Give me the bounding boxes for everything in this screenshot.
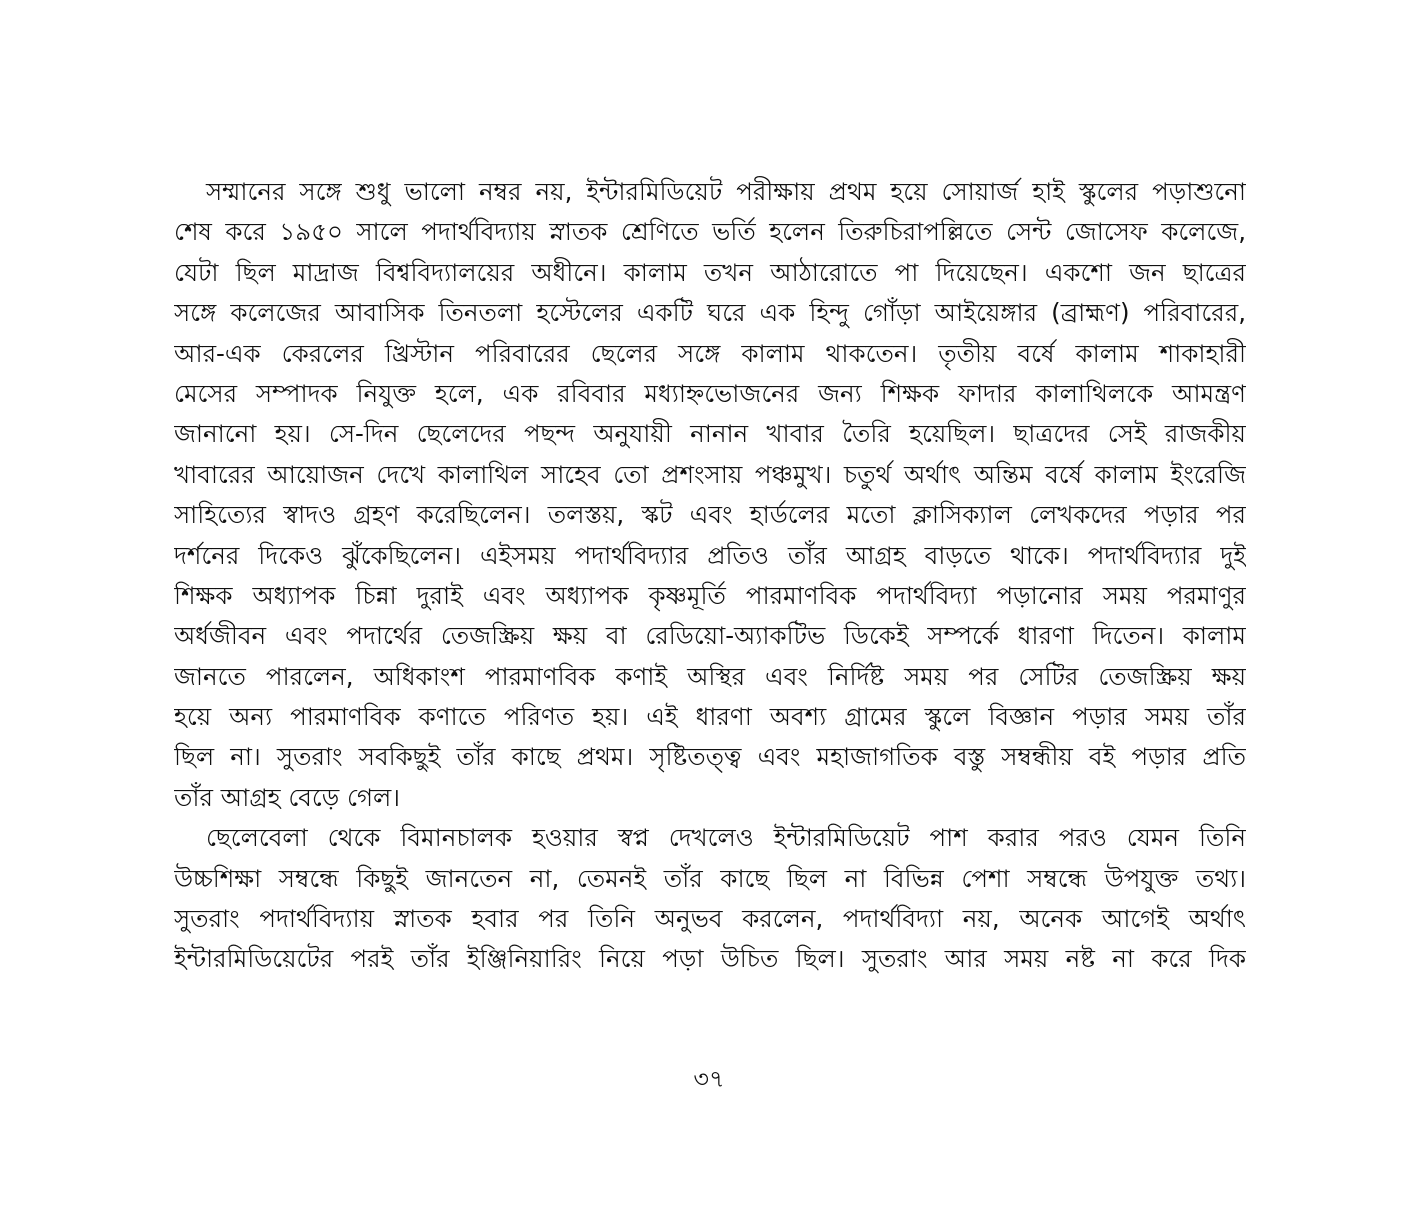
text-line: জানানো হয়। সে-দিন ছেলেদের পছন্দ অনুযায়ী নানান খাবার তৈরি হয়েছিল। ছাত্রদের সেই রাজকীয় — [174, 419, 1246, 449]
page-number: ৩৭ — [693, 1065, 725, 1093]
text-line: মেসের সম্পাদক নিযুক্ত হলে, এক রবিবার মধ্যাহ্নভোজনের জন্য শিক্ষক ফাদার কালাথিলকে আমন্ত্রণ — [174, 378, 1246, 408]
body-text — [174, 172, 1246, 980]
text-line: শেষ করে ১৯৫০ সালে পদার্থবিদ্যায় স্নাতক শ্রেণিতে ভর্তি হলেন তিরুচিরাপল্লিতে সেন্ট জোসেফ কলেজে, — [174, 217, 1246, 247]
text-line: আর-এক কেরলের খ্রিস্টান পরিবারের ছেলের সঙ্গে কালাম থাকতেন। তৃতীয় বর্ষে কালাম শাকাহারী — [174, 338, 1246, 368]
text-line: যেটা ছিল মাদ্রাজ বিশ্ববিদ্যালয়ের অধীনে। কালাম তখন আঠারোতে পা দিয়েছেন। একশো জন ছাত্রের — [174, 257, 1246, 287]
text-line: অর্ধজীবন এবং পদার্থের তেজস্ক্রিয় ক্ষয় বা রেডিয়ো-অ্যাকটিভ ডিকেই সম্পর্কে ধারণা দিতেন। কালাম — [174, 621, 1246, 651]
text-line: ইন্টারমিডিয়েটের পরই তাঁর ইঞ্জিনিয়ারিং নিয়ে পড়া উচিত ছিল। সুতরাং আর সময় নষ্ট না করে দিক — [174, 944, 1246, 974]
text-line: উচ্চশিক্ষা সম্বন্ধে কিছুই জানতেন না, তেমনই তাঁর কাছে ছিল না বিভিন্ন পেশা সম্বন্ধে উপযুক্ত তথ্য। — [174, 863, 1246, 893]
text-line: খাবারের আয়োজন দেখে কালাথিল সাহেব তো প্রশংসায় পঞ্চমুখ। চতুর্থ অর্থাৎ অন্তিম বর্ষে কালাম ইংরেজি — [174, 459, 1246, 489]
text-line: ছিল না। সুতরাং সবকিছুই তাঁর কাছে প্রথম। সৃষ্টিতত্ত্ব এবং মহাজাগতিক বস্তু সম্বন্ধীয় বই পড়ার প্রতি — [174, 742, 1246, 772]
text-line: জানতে পারলেন, অধিকাংশ পারমাণবিক কণাই অস্থির এবং নির্দিষ্ট সময় পর সেটির তেজস্ক্রিয় ক্ষয় — [174, 661, 1246, 691]
paragraph-2 — [174, 818, 1246, 980]
text-line: দর্শনের দিকেও ঝুঁকেছিলেন। এইসময় পদার্থবিদ্যার প্রতিও তাঁর আগ্রহ বাড়তে থাকে। পদার্থবিদ্যার দুই — [174, 540, 1246, 570]
paragraph-1 — [174, 172, 1246, 818]
text-line: সঙ্গে কলেজের আবাসিক তিনতলা হস্টেলের একটি ঘরে এক হিন্দু গোঁড়া আইয়েঙ্গার (ব্রাহ্মণ) পরিবারের, — [174, 298, 1246, 328]
text-line: হয়ে অন্য পারমাণবিক কণাতে পরিণত হয়। এই ধারণা অবশ্য গ্রামের স্কুলে বিজ্ঞান পড়ার সময় তাঁর — [174, 702, 1246, 732]
text-line: সুতরাং পদার্থবিদ্যায় স্নাতক হবার পর তিনি অনুভব করলেন, পদার্থবিদ্যা নয়, অনেক আগেই অর্থাৎ — [174, 904, 1246, 934]
text-line: তাঁর আগ্রহ বেড়ে গেল। — [174, 782, 401, 812]
text-line: সাহিত্যের স্বাদও গ্রহণ করেছিলেন। তলস্তয়, স্কট এবং হার্ডলের মতো ক্লাসিক্যাল লেখকদের পড়ার পর — [174, 500, 1246, 530]
text-line: শিক্ষক অধ্যাপক চিন্না দুরাই এবং অধ্যাপক কৃষ্ণমূর্তি পারমাণবিক পদার্থবিদ্যা পড়ানোর সময় পরমাণুর — [174, 580, 1246, 610]
text-line: সম্মানের সঙ্গে শুধু ভালো নম্বর নয়, ইন্টারমিডিয়েট পরীক্ষায় প্রথম হয়ে সোয়ার্জ হাই স্কুলের পড়াশুনো — [206, 177, 1246, 206]
text-line: ছেলেবেলা থেকে বিমানচালক হওয়ার স্বপ্ন দেখলেও ইন্টারমিডিয়েট পাশ করার পরও যেমন তিনি — [206, 823, 1246, 853]
